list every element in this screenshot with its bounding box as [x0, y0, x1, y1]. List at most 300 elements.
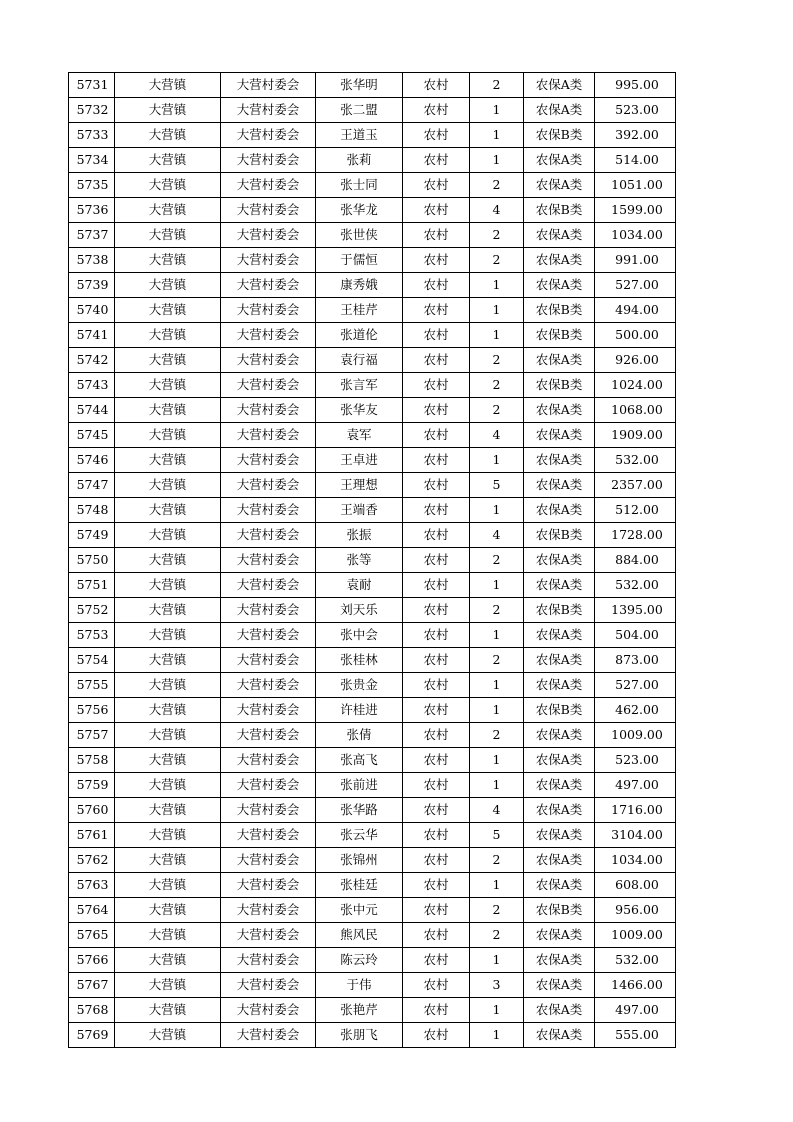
name-cell: 张中会: [316, 623, 403, 648]
row-number-cell: 5743: [69, 373, 115, 398]
area-type-cell: 农村: [403, 898, 470, 923]
amount-cell: 1009.00: [595, 723, 676, 748]
name-cell: 张莉: [316, 148, 403, 173]
insurance-class-cell: 农保A类: [524, 873, 595, 898]
name-cell: 袁耐: [316, 573, 403, 598]
area-type-cell: 农村: [403, 223, 470, 248]
area-type-cell: 农村: [403, 548, 470, 573]
household-size-cell: 1: [470, 948, 524, 973]
table-row: [69, 123, 676, 148]
amount-cell: 514.00: [595, 148, 676, 173]
village-committee-cell: 大营村委会: [221, 148, 316, 173]
row-number-cell: 5756: [69, 698, 115, 723]
village-committee-cell: 大营村委会: [221, 298, 316, 323]
town-cell: 大营镇: [115, 648, 221, 673]
table-row: [69, 748, 676, 773]
village-committee-cell: 大营村委会: [221, 823, 316, 848]
row-number-cell: 5739: [69, 273, 115, 298]
insurance-class-cell: 农保A类: [524, 848, 595, 873]
household-size-cell: 1: [470, 273, 524, 298]
town-cell: 大营镇: [115, 623, 221, 648]
household-size-cell: 2: [470, 923, 524, 948]
town-cell: 大营镇: [115, 848, 221, 873]
area-type-cell: 农村: [403, 798, 470, 823]
area-type-cell: 农村: [403, 723, 470, 748]
village-committee-cell: 大营村委会: [221, 998, 316, 1023]
row-number-cell: 5751: [69, 573, 115, 598]
household-size-cell: 2: [470, 373, 524, 398]
row-number-cell: 5769: [69, 1023, 115, 1048]
insurance-class-cell: 农保A类: [524, 348, 595, 373]
area-type-cell: 农村: [403, 298, 470, 323]
area-type-cell: 农村: [403, 973, 470, 998]
town-cell: 大营镇: [115, 348, 221, 373]
table-row: [69, 298, 676, 323]
town-cell: 大营镇: [115, 973, 221, 998]
amount-cell: 555.00: [595, 1023, 676, 1048]
insurance-class-cell: 农保A类: [524, 473, 595, 498]
table-row: [69, 623, 676, 648]
village-committee-cell: 大营村委会: [221, 973, 316, 998]
area-type-cell: 农村: [403, 673, 470, 698]
area-type-cell: 农村: [403, 598, 470, 623]
village-committee-cell: 大营村委会: [221, 423, 316, 448]
village-committee-cell: 大营村委会: [221, 198, 316, 223]
insurance-class-cell: 农保A类: [524, 723, 595, 748]
table-row: [69, 898, 676, 923]
village-committee-cell: 大营村委会: [221, 123, 316, 148]
amount-cell: 523.00: [595, 98, 676, 123]
name-cell: 许桂进: [316, 698, 403, 723]
name-cell: 张锦州: [316, 848, 403, 873]
insurance-class-cell: 农保A类: [524, 648, 595, 673]
row-number-cell: 5766: [69, 948, 115, 973]
town-cell: 大营镇: [115, 673, 221, 698]
insurance-class-cell: 农保A类: [524, 173, 595, 198]
insurance-class-cell: 农保A类: [524, 273, 595, 298]
area-type-cell: 农村: [403, 648, 470, 673]
name-cell: 张士同: [316, 173, 403, 198]
row-number-cell: 5764: [69, 898, 115, 923]
table-row: [69, 223, 676, 248]
town-cell: 大营镇: [115, 273, 221, 298]
name-cell: 康秀娥: [316, 273, 403, 298]
table-row: [69, 473, 676, 498]
name-cell: 张华明: [316, 73, 403, 98]
amount-cell: 392.00: [595, 123, 676, 148]
insurance-class-cell: 农保A类: [524, 423, 595, 448]
household-size-cell: 2: [470, 348, 524, 373]
household-size-cell: 4: [470, 198, 524, 223]
name-cell: 张高飞: [316, 748, 403, 773]
village-committee-cell: 大营村委会: [221, 323, 316, 348]
insurance-class-cell: 农保A类: [524, 623, 595, 648]
table-row: [69, 548, 676, 573]
insurance-class-cell: 农保B类: [524, 323, 595, 348]
household-size-cell: 1: [470, 623, 524, 648]
roster-table: [68, 72, 676, 1048]
row-number-cell: 5747: [69, 473, 115, 498]
amount-cell: 1395.00: [595, 598, 676, 623]
row-number-cell: 5761: [69, 823, 115, 848]
village-committee-cell: 大营村委会: [221, 723, 316, 748]
name-cell: 王道玉: [316, 123, 403, 148]
name-cell: 于伟: [316, 973, 403, 998]
insurance-class-cell: 农保A类: [524, 998, 595, 1023]
area-type-cell: 农村: [403, 448, 470, 473]
town-cell: 大营镇: [115, 523, 221, 548]
row-number-cell: 5731: [69, 73, 115, 98]
village-committee-cell: 大营村委会: [221, 98, 316, 123]
town-cell: 大营镇: [115, 548, 221, 573]
insurance-class-cell: 农保A类: [524, 798, 595, 823]
household-size-cell: 1: [470, 698, 524, 723]
amount-cell: 527.00: [595, 273, 676, 298]
area-type-cell: 农村: [403, 273, 470, 298]
table-row: [69, 273, 676, 298]
town-cell: 大营镇: [115, 498, 221, 523]
row-number-cell: 5733: [69, 123, 115, 148]
table-row: [69, 948, 676, 973]
insurance-class-cell: 农保A类: [524, 923, 595, 948]
insurance-class-cell: 农保B类: [524, 123, 595, 148]
town-cell: 大营镇: [115, 873, 221, 898]
insurance-class-cell: 农保A类: [524, 573, 595, 598]
table-row: [69, 573, 676, 598]
household-size-cell: 2: [470, 898, 524, 923]
area-type-cell: 农村: [403, 323, 470, 348]
village-committee-cell: 大营村委会: [221, 948, 316, 973]
household-size-cell: 2: [470, 848, 524, 873]
row-number-cell: 5754: [69, 648, 115, 673]
town-cell: 大营镇: [115, 223, 221, 248]
insurance-class-cell: 农保B类: [524, 198, 595, 223]
insurance-class-cell: 农保B类: [524, 598, 595, 623]
household-size-cell: 2: [470, 723, 524, 748]
area-type-cell: 农村: [403, 473, 470, 498]
area-type-cell: 农村: [403, 948, 470, 973]
name-cell: 袁军: [316, 423, 403, 448]
insurance-class-cell: 农保A类: [524, 773, 595, 798]
town-cell: 大营镇: [115, 73, 221, 98]
insurance-class-cell: 农保A类: [524, 948, 595, 973]
area-type-cell: 农村: [403, 348, 470, 373]
name-cell: 张华路: [316, 798, 403, 823]
village-committee-cell: 大营村委会: [221, 498, 316, 523]
table-row: [69, 873, 676, 898]
row-number-cell: 5750: [69, 548, 115, 573]
household-size-cell: 1: [470, 998, 524, 1023]
village-committee-cell: 大营村委会: [221, 448, 316, 473]
amount-cell: 494.00: [595, 298, 676, 323]
town-cell: 大营镇: [115, 798, 221, 823]
area-type-cell: 农村: [403, 373, 470, 398]
insurance-class-cell: 农保B类: [524, 298, 595, 323]
table-row: [69, 998, 676, 1023]
amount-cell: 497.00: [595, 773, 676, 798]
table-row: [69, 923, 676, 948]
area-type-cell: 农村: [403, 423, 470, 448]
name-cell: 张艳芹: [316, 998, 403, 1023]
name-cell: 张中元: [316, 898, 403, 923]
household-size-cell: 1: [470, 323, 524, 348]
table-row: [69, 798, 676, 823]
name-cell: 刘天乐: [316, 598, 403, 623]
town-cell: 大营镇: [115, 373, 221, 398]
amount-cell: 956.00: [595, 898, 676, 923]
town-cell: 大营镇: [115, 948, 221, 973]
town-cell: 大营镇: [115, 148, 221, 173]
insurance-class-cell: 农保A类: [524, 673, 595, 698]
household-size-cell: 1: [470, 1023, 524, 1048]
table-row: [69, 823, 676, 848]
row-number-cell: 5765: [69, 923, 115, 948]
area-type-cell: 农村: [403, 98, 470, 123]
insurance-class-cell: 农保A类: [524, 98, 595, 123]
row-number-cell: 5763: [69, 873, 115, 898]
table-row: [69, 148, 676, 173]
amount-cell: 462.00: [595, 698, 676, 723]
roster-table-body: [69, 73, 676, 1048]
table-row: [69, 423, 676, 448]
village-committee-cell: 大营村委会: [221, 648, 316, 673]
town-cell: 大营镇: [115, 98, 221, 123]
village-committee-cell: 大营村委会: [221, 348, 316, 373]
amount-cell: 1009.00: [595, 923, 676, 948]
insurance-class-cell: 农保A类: [524, 1023, 595, 1048]
table-row: [69, 98, 676, 123]
village-committee-cell: 大营村委会: [221, 73, 316, 98]
row-number-cell: 5732: [69, 98, 115, 123]
table-row: [69, 248, 676, 273]
area-type-cell: 农村: [403, 773, 470, 798]
row-number-cell: 5752: [69, 598, 115, 623]
amount-cell: 1728.00: [595, 523, 676, 548]
village-committee-cell: 大营村委会: [221, 598, 316, 623]
town-cell: 大营镇: [115, 473, 221, 498]
name-cell: 于儒恒: [316, 248, 403, 273]
town-cell: 大营镇: [115, 173, 221, 198]
name-cell: 张二盟: [316, 98, 403, 123]
area-type-cell: 农村: [403, 123, 470, 148]
village-committee-cell: 大营村委会: [221, 548, 316, 573]
household-size-cell: 2: [470, 548, 524, 573]
town-cell: 大营镇: [115, 898, 221, 923]
insurance-class-cell: 农保B类: [524, 373, 595, 398]
amount-cell: 884.00: [595, 548, 676, 573]
village-committee-cell: 大营村委会: [221, 798, 316, 823]
table-row: [69, 648, 676, 673]
household-size-cell: 1: [470, 123, 524, 148]
insurance-class-cell: 农保A类: [524, 973, 595, 998]
village-committee-cell: 大营村委会: [221, 1023, 316, 1048]
amount-cell: 1909.00: [595, 423, 676, 448]
village-committee-cell: 大营村委会: [221, 173, 316, 198]
row-number-cell: 5757: [69, 723, 115, 748]
town-cell: 大营镇: [115, 698, 221, 723]
amount-cell: 500.00: [595, 323, 676, 348]
name-cell: 熊风民: [316, 923, 403, 948]
amount-cell: 527.00: [595, 673, 676, 698]
household-size-cell: 4: [470, 423, 524, 448]
town-cell: 大营镇: [115, 773, 221, 798]
name-cell: 王端香: [316, 498, 403, 523]
amount-cell: 1716.00: [595, 798, 676, 823]
household-size-cell: 2: [470, 648, 524, 673]
name-cell: 陈云玲: [316, 948, 403, 973]
name-cell: 张桂林: [316, 648, 403, 673]
table-row: [69, 73, 676, 98]
table-row: [69, 398, 676, 423]
row-number-cell: 5749: [69, 523, 115, 548]
amount-cell: 1051.00: [595, 173, 676, 198]
area-type-cell: 农村: [403, 623, 470, 648]
amount-cell: 1599.00: [595, 198, 676, 223]
town-cell: 大营镇: [115, 198, 221, 223]
village-committee-cell: 大营村委会: [221, 373, 316, 398]
area-type-cell: 农村: [403, 498, 470, 523]
household-size-cell: 1: [470, 748, 524, 773]
table-row: [69, 1023, 676, 1048]
amount-cell: 512.00: [595, 498, 676, 523]
row-number-cell: 5738: [69, 248, 115, 273]
table-row: [69, 673, 676, 698]
village-committee-cell: 大营村委会: [221, 748, 316, 773]
name-cell: 王桂芹: [316, 298, 403, 323]
village-committee-cell: 大营村委会: [221, 273, 316, 298]
table-row: [69, 498, 676, 523]
town-cell: 大营镇: [115, 298, 221, 323]
insurance-class-cell: 农保A类: [524, 448, 595, 473]
town-cell: 大营镇: [115, 423, 221, 448]
row-number-cell: 5768: [69, 998, 115, 1023]
row-number-cell: 5758: [69, 748, 115, 773]
amount-cell: 3104.00: [595, 823, 676, 848]
area-type-cell: 农村: [403, 873, 470, 898]
household-size-cell: 5: [470, 823, 524, 848]
row-number-cell: 5746: [69, 448, 115, 473]
insurance-class-cell: 农保A类: [524, 823, 595, 848]
name-cell: 张前进: [316, 773, 403, 798]
household-size-cell: 1: [470, 573, 524, 598]
town-cell: 大营镇: [115, 1023, 221, 1048]
area-type-cell: 农村: [403, 748, 470, 773]
area-type-cell: 农村: [403, 173, 470, 198]
amount-cell: 926.00: [595, 348, 676, 373]
area-type-cell: 农村: [403, 523, 470, 548]
amount-cell: 532.00: [595, 948, 676, 973]
village-committee-cell: 大营村委会: [221, 523, 316, 548]
village-committee-cell: 大营村委会: [221, 248, 316, 273]
insurance-class-cell: 农保A类: [524, 498, 595, 523]
insurance-class-cell: 农保A类: [524, 73, 595, 98]
area-type-cell: 农村: [403, 573, 470, 598]
row-number-cell: 5742: [69, 348, 115, 373]
household-size-cell: 1: [470, 498, 524, 523]
table-row: [69, 348, 676, 373]
village-committee-cell: 大营村委会: [221, 923, 316, 948]
area-type-cell: 农村: [403, 398, 470, 423]
name-cell: 张华龙: [316, 198, 403, 223]
insurance-class-cell: 农保A类: [524, 223, 595, 248]
amount-cell: 873.00: [595, 648, 676, 673]
village-committee-cell: 大营村委会: [221, 898, 316, 923]
town-cell: 大营镇: [115, 398, 221, 423]
name-cell: 袁行福: [316, 348, 403, 373]
insurance-class-cell: 农保A类: [524, 748, 595, 773]
row-number-cell: 5755: [69, 673, 115, 698]
amount-cell: 532.00: [595, 573, 676, 598]
name-cell: 张桂廷: [316, 873, 403, 898]
insurance-class-cell: 农保B类: [524, 523, 595, 548]
name-cell: 张言军: [316, 373, 403, 398]
row-number-cell: 5745: [69, 423, 115, 448]
row-number-cell: 5759: [69, 773, 115, 798]
name-cell: 张朋飞: [316, 1023, 403, 1048]
household-size-cell: 4: [470, 798, 524, 823]
amount-cell: 1068.00: [595, 398, 676, 423]
household-size-cell: 2: [470, 248, 524, 273]
household-size-cell: 2: [470, 173, 524, 198]
village-committee-cell: 大营村委会: [221, 673, 316, 698]
name-cell: 张华友: [316, 398, 403, 423]
town-cell: 大营镇: [115, 573, 221, 598]
household-size-cell: 5: [470, 473, 524, 498]
insurance-class-cell: 农保A类: [524, 398, 595, 423]
table-row: [69, 848, 676, 873]
amount-cell: 991.00: [595, 248, 676, 273]
insurance-class-cell: 农保B类: [524, 698, 595, 723]
name-cell: 张等: [316, 548, 403, 573]
village-committee-cell: 大营村委会: [221, 848, 316, 873]
table-row: [69, 523, 676, 548]
household-size-cell: 4: [470, 523, 524, 548]
table-row: [69, 448, 676, 473]
amount-cell: 523.00: [595, 748, 676, 773]
amount-cell: 995.00: [595, 73, 676, 98]
row-number-cell: 5767: [69, 973, 115, 998]
area-type-cell: 农村: [403, 198, 470, 223]
row-number-cell: 5753: [69, 623, 115, 648]
household-size-cell: 1: [470, 448, 524, 473]
village-committee-cell: 大营村委会: [221, 698, 316, 723]
village-committee-cell: 大营村委会: [221, 623, 316, 648]
table-row: [69, 173, 676, 198]
area-type-cell: 农村: [403, 923, 470, 948]
area-type-cell: 农村: [403, 1023, 470, 1048]
row-number-cell: 5735: [69, 173, 115, 198]
amount-cell: 504.00: [595, 623, 676, 648]
name-cell: 王理想: [316, 473, 403, 498]
town-cell: 大营镇: [115, 598, 221, 623]
amount-cell: 497.00: [595, 998, 676, 1023]
table-row: [69, 373, 676, 398]
area-type-cell: 农村: [403, 73, 470, 98]
town-cell: 大营镇: [115, 998, 221, 1023]
table-row: [69, 323, 676, 348]
area-type-cell: 农村: [403, 823, 470, 848]
name-cell: 张振: [316, 523, 403, 548]
name-cell: 张世侠: [316, 223, 403, 248]
insurance-class-cell: 农保A类: [524, 148, 595, 173]
row-number-cell: 5734: [69, 148, 115, 173]
area-type-cell: 农村: [403, 698, 470, 723]
row-number-cell: 5744: [69, 398, 115, 423]
name-cell: 张贵金: [316, 673, 403, 698]
amount-cell: 532.00: [595, 448, 676, 473]
amount-cell: 1034.00: [595, 223, 676, 248]
town-cell: 大营镇: [115, 823, 221, 848]
